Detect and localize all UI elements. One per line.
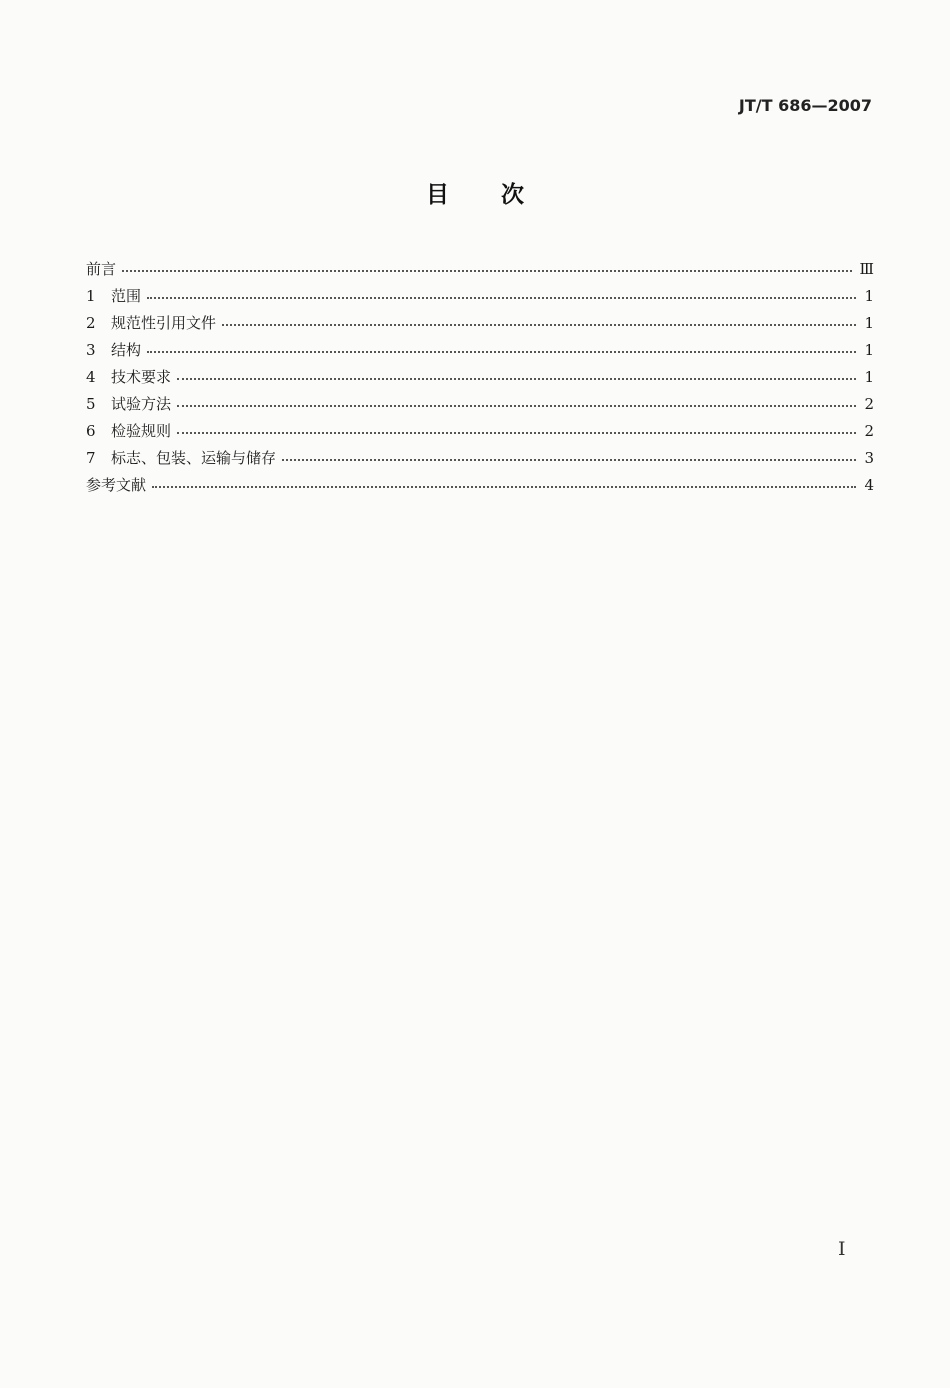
toc-entry-foreword[interactable] (86, 256, 874, 283)
toc-entry-page: Ⅲ (859, 260, 874, 278)
toc-title-char-2: 次 (501, 182, 524, 208)
toc-entry-number: 6 (86, 422, 96, 440)
toc-entry-number: 3 (86, 341, 96, 359)
toc-entry-label: 前言 (86, 260, 117, 278)
toc-entry-4[interactable] (86, 364, 874, 391)
toc-leader-dots (147, 297, 856, 299)
toc-entry-number: 1 (86, 287, 96, 305)
toc-leader-dots (222, 324, 856, 326)
toc-entry-label: 规范性引用文件 (111, 314, 217, 332)
toc-entry-2[interactable] (86, 310, 874, 337)
toc-leader-dots (177, 405, 856, 407)
toc-entry-label: 标志、包装、运输与储存 (111, 449, 277, 467)
toc-leader-dots (152, 486, 856, 488)
toc-entry-page: 1 (864, 368, 874, 386)
toc-entry-label: 技术要求 (111, 368, 172, 386)
toc-entry-label: 结构 (111, 341, 142, 359)
toc-entry-1[interactable] (86, 283, 874, 310)
toc-entry-label: 试验方法 (111, 395, 172, 413)
toc-entry-number: 2 (86, 314, 96, 332)
toc-title (0, 176, 950, 209)
toc-leader-dots (282, 459, 856, 461)
toc-entry-references[interactable] (86, 472, 874, 499)
toc-entry-page: 2 (864, 395, 874, 413)
toc-leader-dots (177, 432, 856, 434)
toc-entry-label: 检验规则 (111, 422, 172, 440)
toc-leader-dots (122, 270, 852, 272)
toc-entry-number: 5 (86, 395, 96, 413)
toc-entry-label: 参考文献 (86, 476, 147, 494)
table-of-contents (86, 256, 874, 499)
toc-entry-page: 3 (864, 449, 874, 467)
standard-code: JT/T 686—2007 (738, 96, 872, 115)
toc-entry-page: 1 (864, 287, 874, 305)
toc-entry-5[interactable] (86, 391, 874, 418)
toc-entry-3[interactable] (86, 337, 874, 364)
toc-entry-number: 7 (86, 449, 96, 467)
toc-entry-page: 2 (864, 422, 874, 440)
toc-leader-dots (177, 378, 856, 380)
page-number: I (838, 1238, 846, 1260)
toc-entry-label: 范围 (111, 287, 142, 305)
toc-entry-page: 1 (864, 314, 874, 332)
toc-entry-6[interactable] (86, 418, 874, 445)
toc-entry-page: 1 (864, 341, 874, 359)
toc-leader-dots (147, 351, 856, 353)
toc-entry-number: 4 (86, 368, 96, 386)
toc-title-char-1: 目 (426, 182, 449, 208)
toc-entry-page: 4 (864, 476, 874, 494)
toc-entry-7[interactable] (86, 445, 874, 472)
